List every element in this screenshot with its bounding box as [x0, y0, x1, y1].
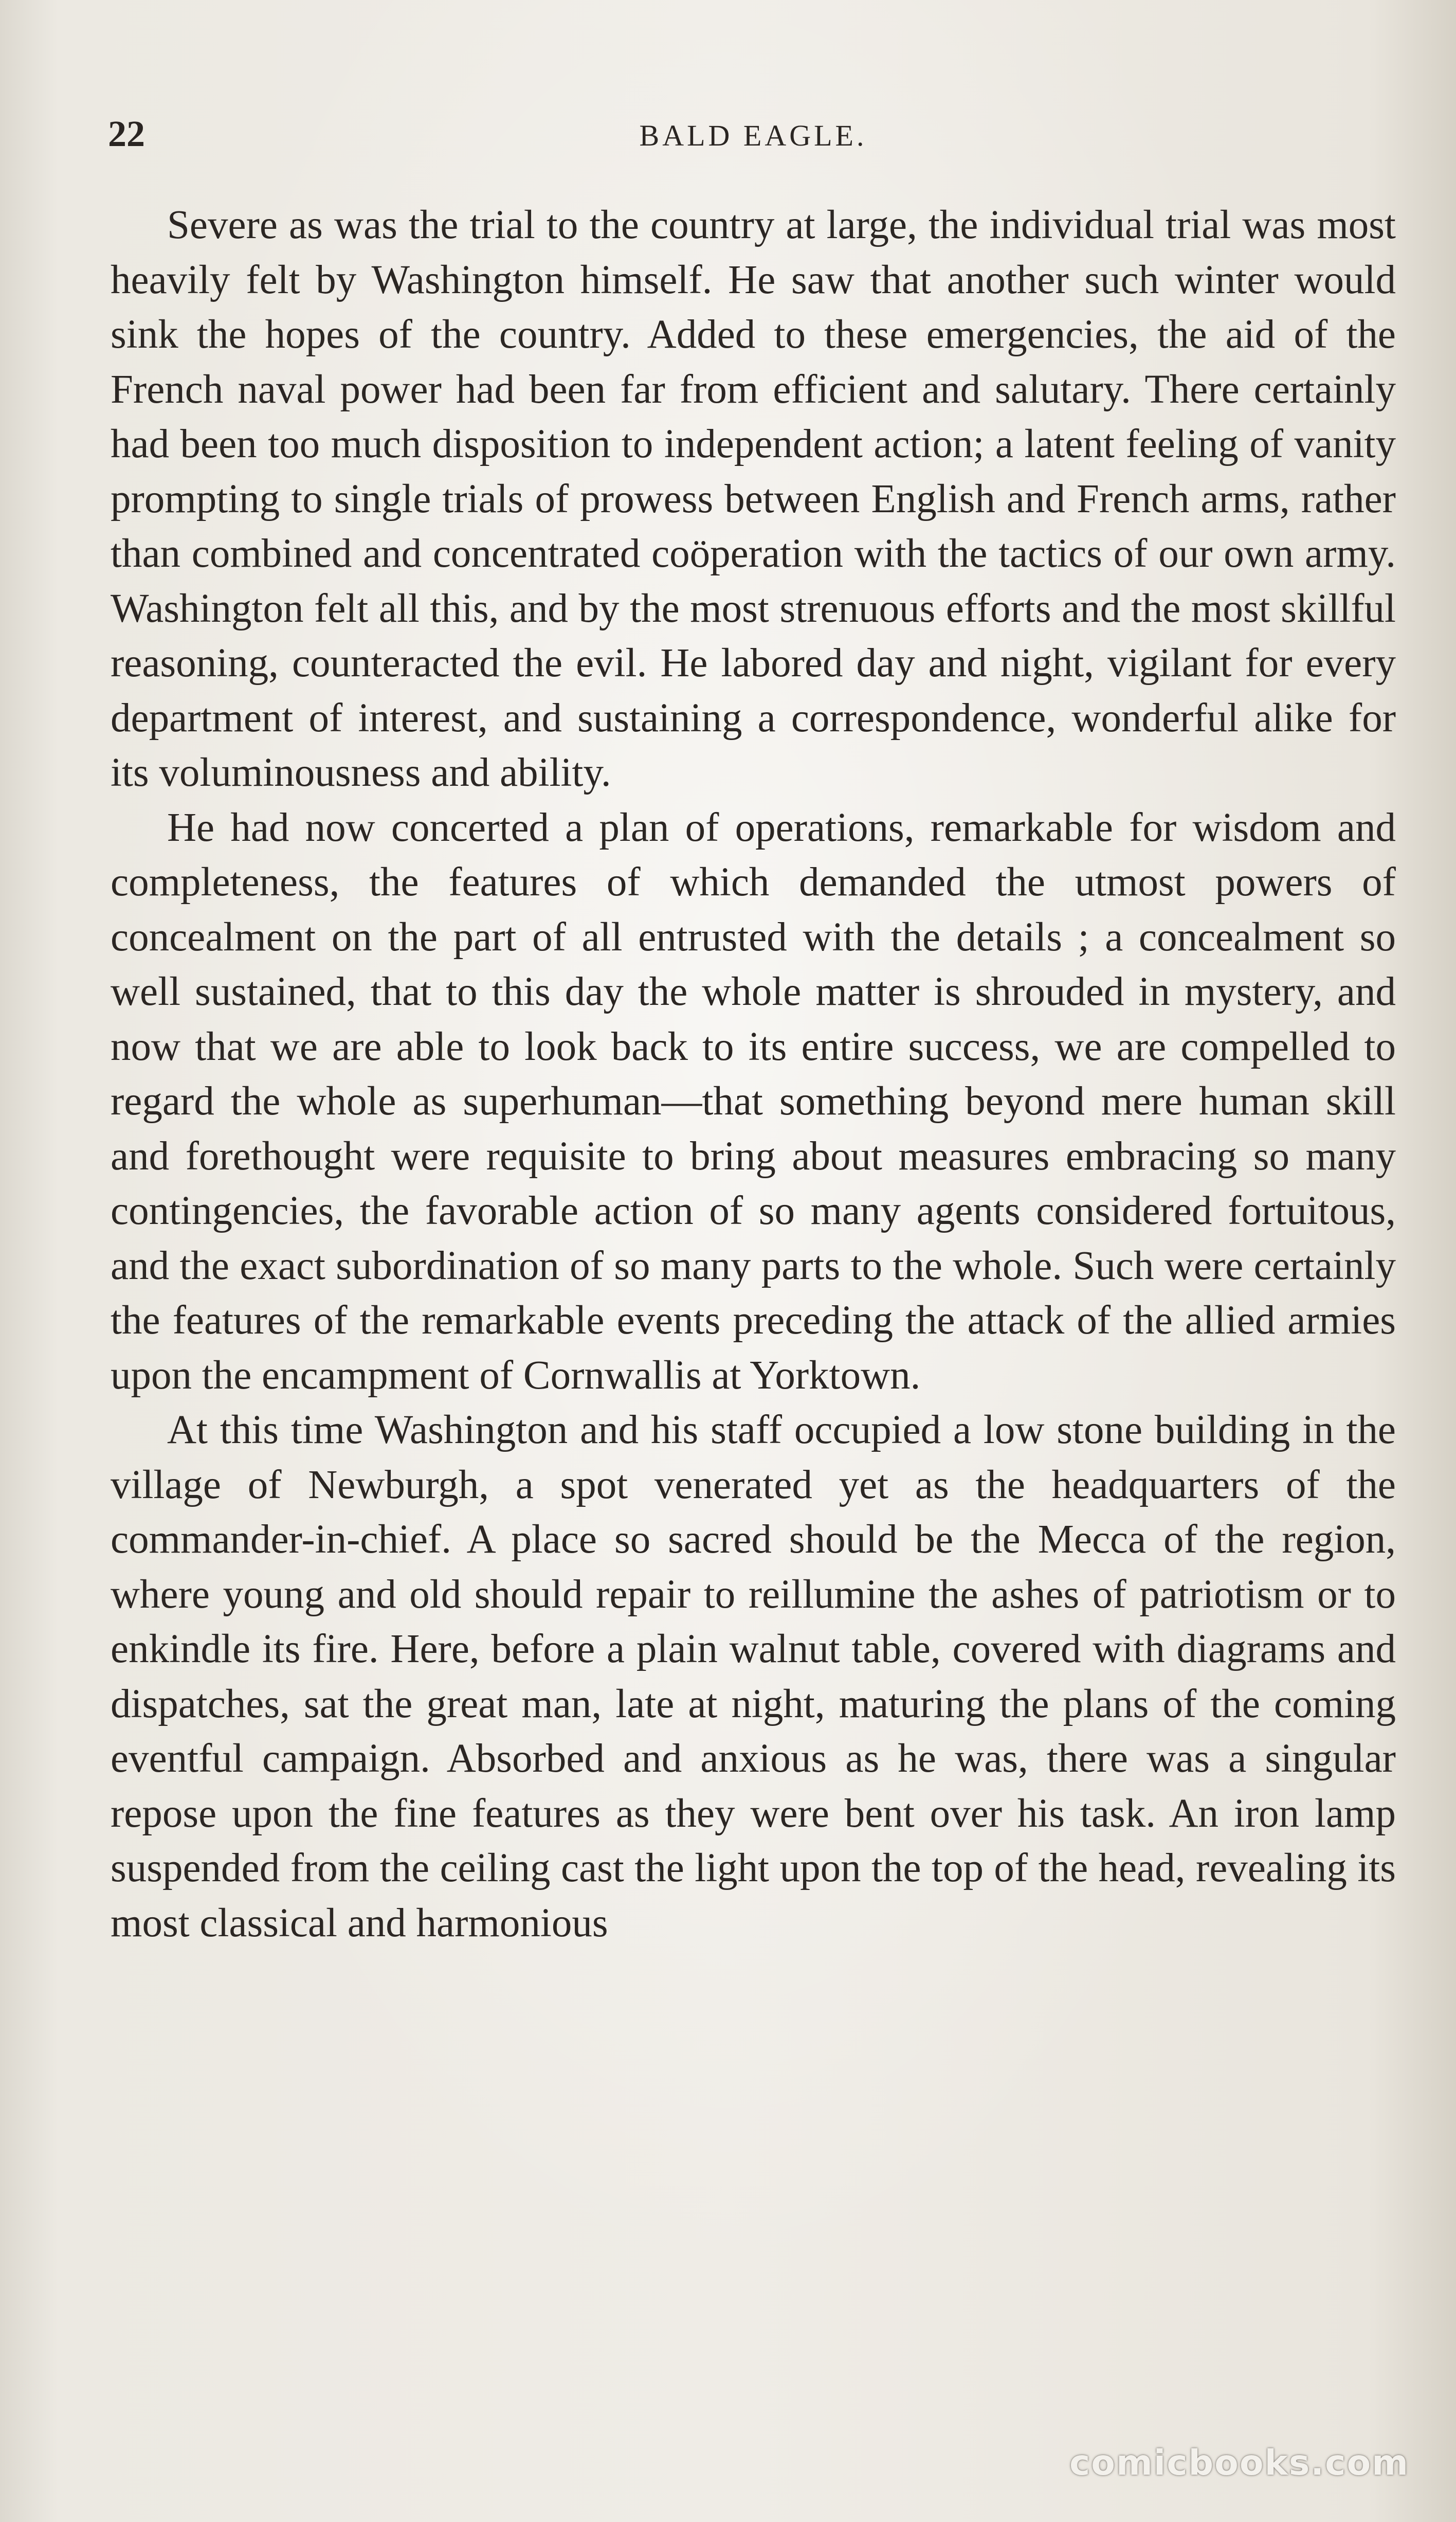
page-number: 22: [108, 113, 145, 154]
paragraph: At this time Washington and his staff occupied a low stone building in the village of Newburgh, a spot venerated yet as the headquarters of the commander-in-chief. A place so sacred should be the Mecca of the region, where young and old should repair to reillumine the ashes of patriotism or to enkindle its fire. Here, before a plain walnut table, covered with diagrams and dispatches, sat the great man, late at night, maturing the plans of the coming eventful campaign. Absorbed and anxious as he was, there was a singular repose upon the fine features as they were bent over his task. An iron lamp suspended from the ceiling cast the light upon the top of the head, revealing its most classical and harmonious: [111, 1408, 1396, 1945]
paragraph: He had now concerted a plan of operations, remarkable for wisdom and completeness, the features of which demanded the utmost powers of concealment on the part of all entrusted with the details ; a concealment so well sustained, that to this day the whole matter is shrouded in mystery, and now that we are able to look back to its entire success, we are compelled to regard the whole as superhuman—that something beyond mere human skill and forethought were requisite to bring about measures embracing so many contingencies, the favorable action of so many agents considered fortuitous, and the exact subordination of so many parts to the whole. Such were certainly the features of the remarkable events preceding the attack of the allied armies upon the encampment of Cornwallis at Yorktown.: [111, 805, 1396, 1398]
running-head: [108, 111, 1398, 157]
body-text: [111, 198, 1396, 1951]
running-title: BALD EAGLE.: [639, 119, 867, 152]
paragraph: Severe as was the trial to the country at large, the individual trial was most heavily felt by Washington himself. He saw that another such winter would sink the hopes of the country. Added to these emergencies, the aid of the French naval power had been far from efficient and salutary. There certainly had been too much disposition to independent action; a latent feeling of vanity prompting to single trials of prowess between English and French arms, rather than combined and concentrated coöperation with the tactics of our own army. Washington felt all this, and by the most strenuous efforts and the most skillful reasoning, counteracted the evil. He labored day and night, vigilant for every department of interest, and sustaining a correspondence, wonderful alike for its voluminousness and ability.: [111, 203, 1396, 795]
watermark: comicbooks.com: [1069, 2443, 1410, 2483]
